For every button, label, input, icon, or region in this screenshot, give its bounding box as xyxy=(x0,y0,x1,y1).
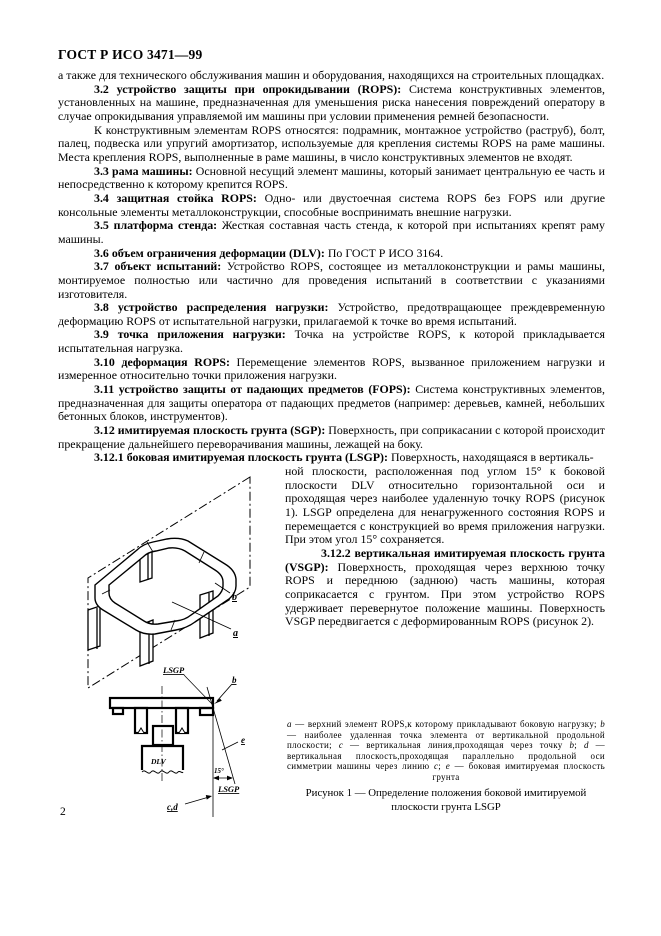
paragraph: 3.9 точка приложения нагрузки: Точка на устройстве ROPS, к которой прикладывается испытательная нагрузка. xyxy=(58,327,605,356)
label-line-cd: c,d xyxy=(167,802,178,812)
figure1-front-view-drawing xyxy=(105,660,290,825)
paragraph: ной плоскости, расположенная под углом 15° к боковой плоскости DLV относительно горизонтальной оси и проходящая через наиболее удаленную точку ROPS (рисунок 1). LSGP определена для ненагруженного состояния ROPS и перемещается с конструкцией во время приложения нагрузки. При этом угол 15° сохраняется. xyxy=(285,464,605,547)
cd-arrowhead xyxy=(206,795,212,800)
paragraph: 3.3 рама машины: Основной несущий элемент машины, который занимает центральную ее часть и непосредственно к которому крепится ROPS. xyxy=(58,163,605,192)
label-plane-e: e xyxy=(241,735,245,745)
paragraph: 3.11 устройство защиты от падающих предметов (FOPS): Система конструктивных элементов, предназначенная для защиты оператора от падающих предметов (например: деревьев, камней, небольших бетонных блоков, инструментов). xyxy=(58,382,605,424)
label-point-b: b xyxy=(232,592,237,603)
label-lsgp-bottom: LSGP xyxy=(218,784,240,794)
paragraph: а также для технического обслуживания машин и оборудования, находящихся на строительных площадках. xyxy=(58,68,605,82)
label-angle-15deg: 15° xyxy=(214,767,224,775)
machine-cross-section xyxy=(110,698,213,745)
label-lsgp-top: LSGP xyxy=(163,665,185,675)
figure-caption: Рисунок 1 — Определение положения боковой имитируемой плоскости грунта LSGP xyxy=(305,787,587,813)
paragraph: 3.8 устройство распределения нагрузки: Устройство, предотвращающее преждевременную деформацию ROPS от испытательной нагрузки, прилагаемой к точке во время испытаний. xyxy=(58,300,605,328)
page-number: 2 xyxy=(60,806,66,818)
paragraph: 3.12 имитируемая плоскость грунта (SGP): Поверхность, при соприкасании с которой происходит прекращение дальнейшего переворачивания машины, лежащей на боку. xyxy=(58,423,605,451)
paragraph: 3.2 устройство защиты при опрокидывании (ROPS): Система конструктивных элементов, установленных на машине, предназначенная для уменьшения риска нанесения повреждений оператору в случае опрокидывания управляемой им машины при условии применения ремней безопасности. xyxy=(58,81,605,123)
paragraph: 3.12.2 вертикальная имитируемая плоскость грунта (VSGP): Поверхность, проходящая через верхнюю точку ROPS и переднюю (заднюю) часть машины, которая соприкасается с грунтом. При этом устройство ROPS удерживает перевернутое положение машины. Поверхность VSGP передвигается с деформированным ROPS (рисунок 2). xyxy=(285,545,605,629)
rops-top-frame-ring xyxy=(95,538,236,634)
paragraph: К конструктивным элементам ROPS относятся: подрамник, монтажное устройство (раструб), болт, палец, подвеска или упругий амортизатор, используемые для крепления системы ROPS на раме машины. Места крепления ROPS, выполненные в раме машины, в число конструктивных элементов не входят. xyxy=(58,122,605,164)
paragraph: 3.6 объем ограничения деформации (DLV): По ГОСТ Р ИСО 3164. xyxy=(94,245,444,260)
dlv-box xyxy=(142,746,183,773)
figure-legend: a — верхний элемент ROPS,к которому прикладывают боковую нагрузку; b — наиболее удаленная точка элемента от вертикальной продольной плоскости; c — вертикальная линия,проходящая через точку b; d — вертикальная плоскость,проходящая параллельно продольной оси симметрии машины через линию c; e — боковая имитируемая плоскость грунта xyxy=(287,719,605,782)
angle-arrow-left xyxy=(213,776,219,781)
paragraph: 3.4 защитная стойка ROPS: Одно- или двустоечная система ROPS без FOPS или другие консольные элементы металлоконструкции, способные воспринимать внешние нагрузки. xyxy=(58,190,605,219)
label-element-a: a xyxy=(233,628,238,639)
paragraph: 3.12.1 боковая имитируемая плоскость грунта (LSGP): Поверхность, находящаяся в вертикаль- xyxy=(94,450,594,465)
label-dlv: DLV xyxy=(151,757,166,766)
label-point-b-front: b xyxy=(232,675,237,685)
b-leader-line xyxy=(217,684,232,701)
paragraph: 3.7 объект испытаний: Устройство ROPS, состоящее из металлоконструкции и рамы машины, монтируемое полностью или частично для проведения испытаний в соответствии с указаниями изготовителя. xyxy=(58,259,605,301)
terms-paragraphs xyxy=(58,69,605,465)
right-column-paragraphs xyxy=(285,465,605,629)
page-header-standard-number: ГОСТ Р ИСО 3471—99 xyxy=(58,47,203,62)
angle-arrow-right xyxy=(227,776,233,781)
paragraph: 3.10 деформация ROPS: Перемещение элементов ROPS, вызванное приложением нагрузки и измеренное относительно точки приложения нагрузки. xyxy=(58,354,605,383)
paragraph: 3.5 платформа стенда: Жесткая составная часть стенда, к которой при испытаниях крепят раму машины. xyxy=(58,218,605,246)
cd-leader-line xyxy=(185,797,209,804)
